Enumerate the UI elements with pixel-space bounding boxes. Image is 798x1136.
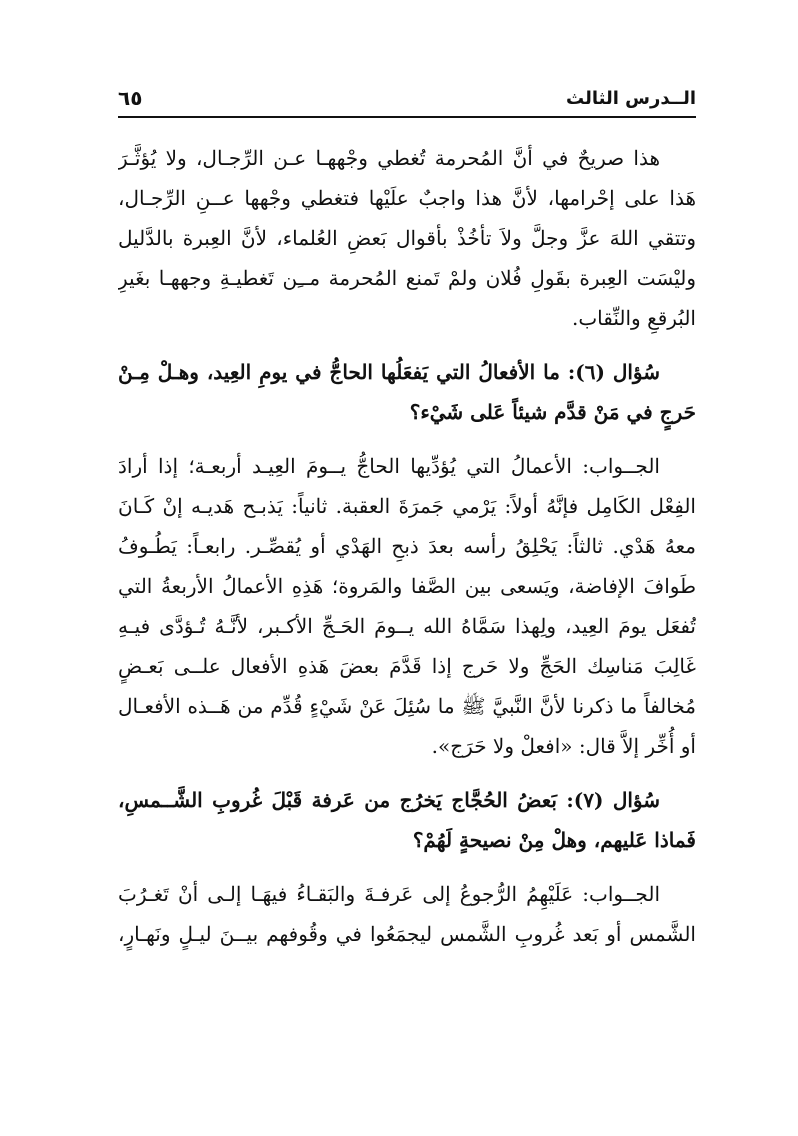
paragraph-gap	[118, 338, 696, 352]
text-line: الفِعْل الكَامِل فإنَّهُ أولاً: يَرْمي جَمرَةَ العقبة. ثانياً: يَذبـح هَديـه إنْ كَـانَ	[118, 494, 696, 518]
text-line: طَوافَ الإفاضة، ويَسعى بين الصَّفا والمَروة؛ هَذِهِ الأعمالُ الأربعةُ التي	[118, 574, 696, 598]
page-header	[118, 82, 696, 118]
question-line: سُؤال (٧): بَعضُ الحُجَّاج يَخرُج من عَرفة قَبْلَ غُروبِ الشَّــمسِ،	[118, 788, 660, 812]
text-line: الجــواب: الأعمالُ التي يُؤدِّيها الحاجُّ يــومَ العِيـد أربعـة؛ إذا أرادَ	[118, 454, 660, 478]
text-line: البُرقعِ والنِّقاب.	[571, 306, 696, 330]
paragraph-gap	[118, 860, 696, 874]
text-line: أو أُخِّر إلاَّ قال: «افعلْ ولا حَرَج».	[431, 734, 696, 758]
text-line: هَذا على إحْرامها، لأنَّ هذا واجبٌ علَيْها فتغطي وجْهها عــنِ الرِّجـال،	[118, 186, 696, 210]
text-line: الجــواب: عَلَيْهِمُ الرُّجوعُ إلى عَرفـةَ والبَقـاءُ فيهَـا إلـى أنْ تَغـرُبَ	[118, 882, 660, 906]
paragraph	[118, 138, 696, 338]
paragraph-gap	[118, 432, 696, 446]
answer-paragraph	[118, 446, 696, 766]
question-paragraph	[118, 780, 696, 860]
text-line: هذا صريحٌ في أنَّ المُحرمة تُغطي وجْههـا عـن الرِّجـال، ولا يُؤثَّـرَ	[118, 146, 660, 170]
text-line: غَالِبَ مَناسِك الحَجِّ ولا حَرج إذا قَدَّمَ بعضَ هَذهِ الأفعال علــى بَعـضٍ	[118, 654, 696, 678]
chapter-title: الــدرس الثالث	[566, 88, 696, 109]
text-line: وتتقي اللهَ عزَّ وجلَّ ولاَ تأخُذْ بأقوال بَعضِ العُلماء، لأنَّ العِبرة بالدَّليل	[118, 226, 696, 250]
page-number: ٦٥	[118, 86, 143, 110]
text-line: مُخالفاً ما ذكرنا لأنَّ النَّبيَّ ﷺ ما سُئِلَ عَنْ شَيْءٍ قُدِّم من هَــذه الأفعـال	[118, 694, 696, 718]
question-line: سُؤال (٦): ما الأفعالُ التي يَفعَلُها الحاجُّ في يومِ العِيد، وهـلْ مِـنْ	[118, 360, 661, 384]
answer-paragraph	[118, 874, 696, 954]
text-line: الشَّمس أو بَعد غُروبِ الشَّمس ليجمَعُوا في وقُوفهم بيــنَ ليـلٍ ونَهـارٍ،	[118, 922, 696, 946]
question-line: حَرجٍ في مَنْ قدَّم شيئاً عَلى شَيْء؟	[409, 400, 696, 424]
text-line: تُفعَل يومَ العِيد، ولِهذا سَمَّاهُ الله يــومَ الحَـجِّ الأكـبر، لأنَّـهُ تُـؤدَّى فيـهِ	[118, 614, 696, 638]
text-line: وليْسَت العِبرة بقَولِ فُلان ولمْ تَمنع المُحرمة مــِن تَغطيـةِ وجههـا بغَيرِ	[118, 266, 696, 290]
question-line: فَماذا عَليهم، وهلْ مِنْ نصيحةٍ لَهُمْ؟	[412, 828, 696, 852]
question-paragraph	[118, 352, 696, 432]
page-body	[118, 138, 696, 954]
text-line: معهُ هَدْي. ثالثاً: يَحْلِقُ رأسه بعدَ ذبحِ الهَدْي أو يُقصِّـر. رابعـاً: يَطُـوفُ	[118, 534, 696, 558]
paragraph-gap	[118, 766, 696, 780]
